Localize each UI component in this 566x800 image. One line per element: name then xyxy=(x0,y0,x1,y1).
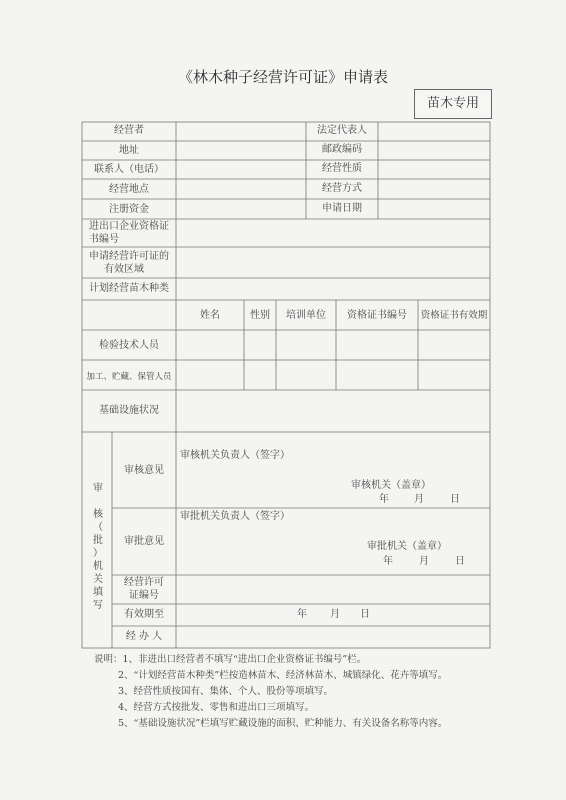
note-5: 5、“基础设施状况”栏填写贮藏设施的面积、贮种能力、有关设备名称等内容。 xyxy=(118,718,448,729)
review-day: 日 xyxy=(450,494,460,505)
col-gender-header: 性别 xyxy=(250,310,270,321)
approve-person-label: 审批机关负责人（签字） xyxy=(180,511,290,522)
import-export-label-line2: 书编号 xyxy=(89,234,119,245)
apply-date-label: 申请日期 xyxy=(322,203,362,214)
note-3: 3、经营性质按国有、集体、个人、股份等项填写。 xyxy=(118,686,334,697)
capital-label: 注册资金 xyxy=(109,204,149,215)
approve-day: 日 xyxy=(455,556,465,567)
license-no-label-line1: 经营许可 xyxy=(124,577,164,588)
inspect-staff-label: 检验技术人员 xyxy=(99,340,159,351)
review-opinion-label: 审核意见 xyxy=(124,465,164,476)
approve-year: 年 xyxy=(383,556,393,567)
address-label: 地址 xyxy=(119,145,139,156)
review-person-label: 审核机关负责人（签字） xyxy=(180,450,290,461)
valid-region-label-line2: 有效区域 xyxy=(104,264,144,275)
review-month: 月 xyxy=(414,494,424,505)
contact-label: 联系人（电话） xyxy=(94,164,164,175)
nature-label: 经营性质 xyxy=(322,163,362,174)
planned-species-label: 计划经营苗木种类 xyxy=(89,283,169,294)
license-no-label-line2: 证编号 xyxy=(129,590,159,601)
form-title: 《林木种子经营许可证》申请表 xyxy=(177,68,388,86)
authority-vertical-label: 审 核 （ 批 ） 机 关 填 写 xyxy=(93,483,103,611)
method-label: 经营方式 xyxy=(322,183,362,194)
valid-until-month: 月 xyxy=(330,609,340,620)
valid-until-year: 年 xyxy=(297,609,307,620)
category-badge: 苗木专用 xyxy=(414,89,492,119)
approve-seal-label: 审批机关（盖章） xyxy=(367,541,447,552)
review-seal-label: 审核机关（盖章） xyxy=(351,480,431,491)
approve-opinion-label: 审批意见 xyxy=(124,536,164,547)
note-2: 2、“计划经营苗木种类”栏按造林苗木、经济林苗木、城镇绿化、花卉等填写。 xyxy=(118,670,448,681)
col-cert-valid-header: 资格证书有效期 xyxy=(420,310,488,321)
valid-region-label-line1: 申请经营许可证的 xyxy=(89,251,169,262)
location-label: 经营地点 xyxy=(109,184,149,195)
operator-label: 经营者 xyxy=(114,125,144,136)
col-training-header: 培训单位 xyxy=(286,310,326,321)
valid-until-day: 日 xyxy=(360,609,370,620)
process-staff-label: 加工、贮藏、保管人员 xyxy=(86,372,172,382)
form-notes xyxy=(94,652,447,732)
handler-label: 经 办 人 xyxy=(125,631,163,642)
note-4: 4、经营方式按批发、零售和进出口三项填写。 xyxy=(118,702,315,713)
col-cert-no-header: 资格证书编号 xyxy=(347,310,407,321)
col-name-header: 姓名 xyxy=(200,310,220,321)
note-1: 说明：1、非进出口经营者不填写“进出口企业资格证书编号”栏。 xyxy=(94,654,367,665)
valid-until-label: 有效期至 xyxy=(124,609,164,620)
postcode-label: 邮政编码 xyxy=(322,144,362,155)
approve-month: 月 xyxy=(419,556,429,567)
review-year: 年 xyxy=(379,494,389,505)
legal-rep-label: 法定代表人 xyxy=(317,125,367,136)
facility-label: 基础设施状况 xyxy=(99,405,159,416)
form-border xyxy=(82,122,490,648)
import-export-label-line1: 进出口企业资格证 xyxy=(89,221,169,232)
